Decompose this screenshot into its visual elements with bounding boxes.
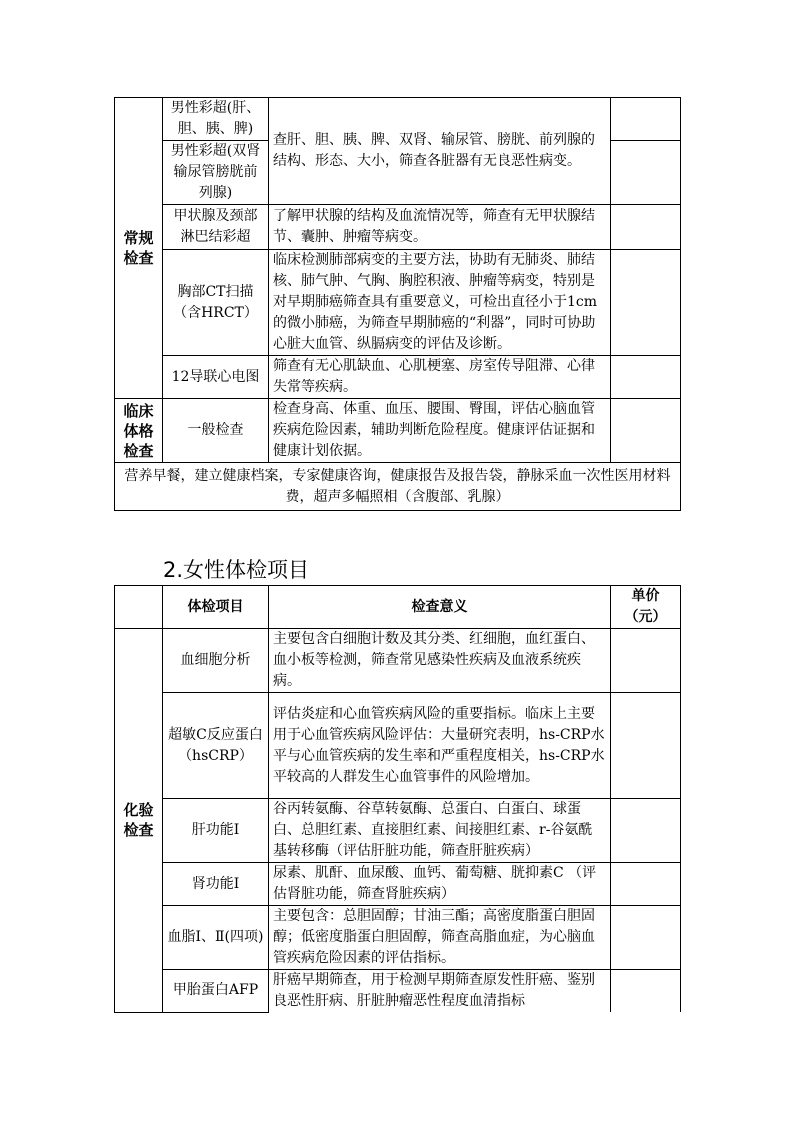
price-cell [611,799,681,863]
table-row [115,629,681,693]
exam-item: 血脂Ⅰ、Ⅱ(四项) [163,906,269,970]
table-row [115,906,681,970]
exam-item: 男性彩超(双肾输尿管膀胱前列腺) [163,141,269,205]
female-exam-table [114,585,681,1013]
price-cell [611,629,681,693]
table-row [115,693,681,799]
price-cell [611,970,681,1013]
table-row [115,98,681,141]
price-cell [611,98,681,141]
exam-item: 一般检查 [163,399,269,463]
price-cell [611,863,681,906]
header-item: 体检项目 [163,586,269,629]
exam-item: 甲状腺及颈部淋巴结彩超 [163,205,269,250]
table-row [115,205,681,250]
price-cell [611,356,681,399]
price-cell [611,141,681,205]
table-row [115,863,681,906]
table-row [115,970,681,1013]
exam-item: 肝功能Ⅰ [163,799,269,863]
table-row [115,799,681,863]
exam-description: 查肝、胆、胰、脾、双肾、输尿管、膀胱、前列腺的结构、形态、大小，筛查各脏器有无良恶性病变。 [269,98,611,205]
price-cell [611,205,681,250]
header-blank [115,586,163,629]
category-cell: 常规检查 [115,98,163,399]
table-row [115,463,681,511]
price-cell [611,250,681,356]
exam-description: 筛查有无心肌缺血、心肌梗塞、房室传导阻滞、心律失常等疾病。 [269,356,611,399]
exam-item: 12导联心电图 [163,356,269,399]
exam-item: 甲胎蛋白AFP [163,970,269,1013]
header-price: 单价（元） [611,586,681,629]
exam-item: 肾功能Ⅰ [163,863,269,906]
exam-item: 男性彩超(肝、胆、胰、脾) [163,98,269,141]
exam-description: 临床检测肺部病变的主要方法，协助有无肺炎、肺结核、肺气肿、气胸、胸腔积液、肿瘤等病变，特别是对早期肺癌筛查具有重要意义，可检出直径小于1cm的微小肺癌，为筛查早期肺癌的“利器”，同时可协助心脏大血管、纵膈病变的评估及诊断。 [269,250,611,356]
exam-description: 主要包含：总胆固醇；甘油三酯；高密度脂蛋白胆固醇；低密度脂蛋白胆固醇，筛查高脂血症，为心脑血管疾病危险因素的评估指标。 [269,906,611,970]
table-row [115,250,681,356]
exam-description: 谷丙转氨酶、谷草转氨酶、总蛋白、白蛋白、球蛋白、总胆红素、直接胆红素、间接胆红素、r-谷氨酰基转移酶（评估肝脏功能，筛查肝脏疾病） [269,799,611,863]
footer-note: 营养早餐，建立健康档案，专家健康咨询，健康报告及报告袋，静脉采血一次性医用材料费，超声多幅照相（含腹部、乳腺） [115,463,681,511]
male-exam-table [114,97,681,511]
exam-description: 了解甲状腺的结构及血流情况等，筛查有无甲状腺结节、囊肿、肿瘤等病变。 [269,205,611,250]
exam-description: 尿素、肌酐、血尿酸、血钙、葡萄糖、胱抑素C （评估肾脏功能，筛查肾脏疾病） [269,863,611,906]
category-cell: 临床体格检查 [115,399,163,463]
exam-item: 超敏C反应蛋白（hsCRP） [163,693,269,799]
price-cell [611,399,681,463]
header-desc: 检查意义 [269,586,611,629]
exam-description: 肝癌早期筛查，用于检测早期筛查原发性肝癌、鉴别良恶性肝病、肝脏肿瘤恶性程度血清指标 [269,970,611,1013]
exam-description: 评估炎症和心血管疾病风险的重要指标。临床上主要用于心血管疾病风险评估：大量研究表明，hs-CRP水平与心血管疾病的发生率和严重程度相关，hs-CRP水平较高的人群发生心血管事件的风险增加。 [269,693,611,799]
table-header-row [115,586,681,629]
exam-description: 主要包含白细胞计数及其分类、红细胞，血红蛋白、血小板等检测，筛查常见感染性疾病及血液系统疾病。 [269,629,611,693]
price-cell [611,693,681,799]
table-row [115,356,681,399]
exam-description: 检查身高、体重、血压、腰围、臀围，评估心脑血管疾病危险因素，辅助判断危险程度。健康评估证据和健康计划依据。 [269,399,611,463]
exam-item: 血细胞分析 [163,629,269,693]
price-cell [611,906,681,970]
category-cell: 化验检查 [115,629,163,1013]
section-title: 2.女性体检项目 [163,558,310,582]
table-row [115,399,681,463]
exam-item: 胸部CT扫描（含HRCT） [163,250,269,356]
